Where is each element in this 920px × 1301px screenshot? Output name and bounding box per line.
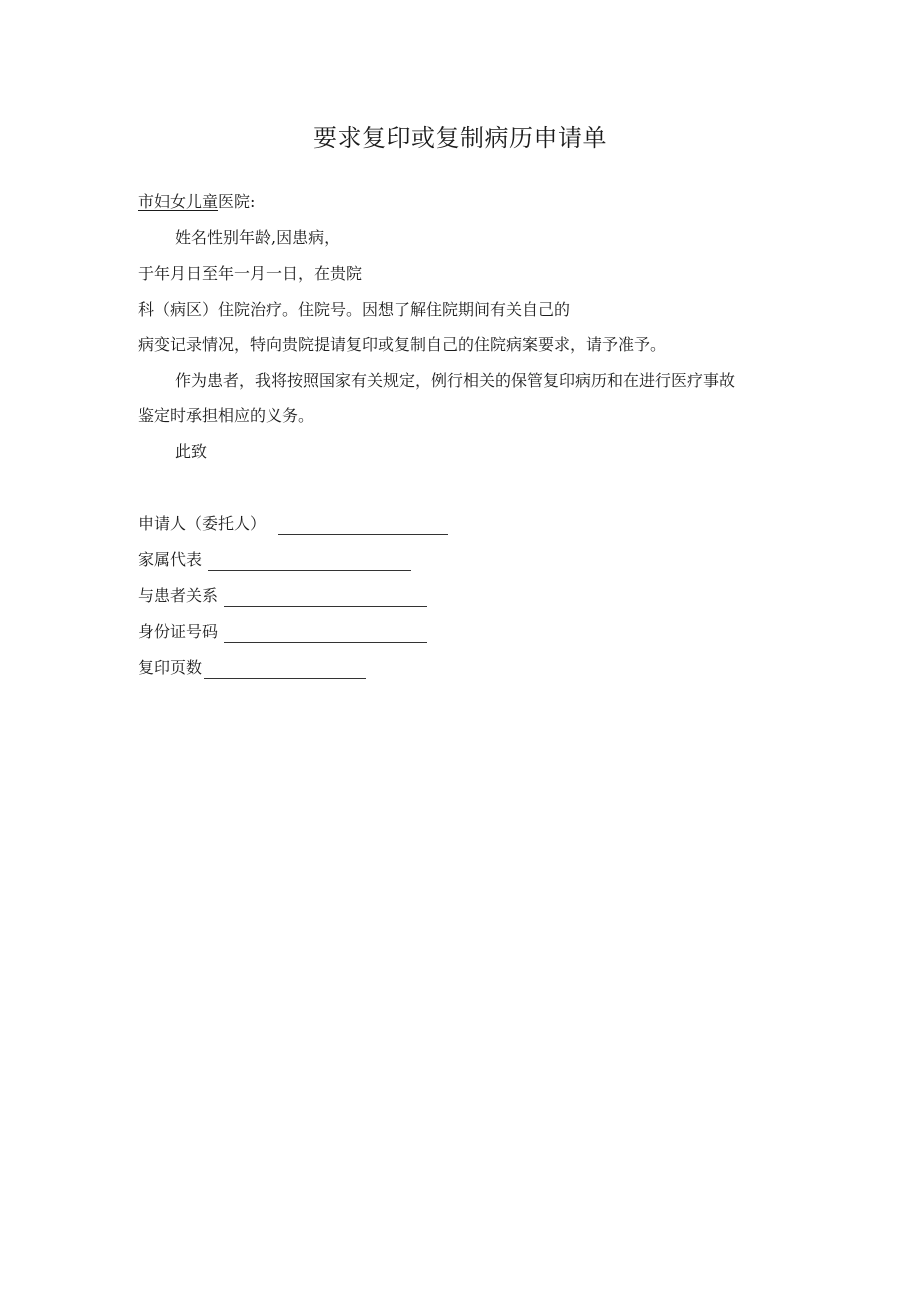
body-line-obligation: 作为患者，我将按照国家有关规定，例行相关的保管复印病历和在进行医疗事故 [175,371,736,390]
family-representative-label: 家属代表 [138,550,203,569]
family-representative-field [138,549,411,571]
id-number-field [138,621,427,643]
family-representative-blank[interactable] [208,554,411,571]
page-count-label: 复印页数 [138,658,203,677]
relationship-blank[interactable] [224,590,427,607]
applicant-blank[interactable] [278,518,448,535]
id-number-blank[interactable] [224,626,427,643]
salutation-suffix: 医院: [218,192,256,211]
salutation [138,191,255,213]
body-line-dates: 于年月日至年一月一日，在贵院 [138,264,363,283]
relationship-field [138,585,427,607]
hospital-name: 市妇女儿童 [138,192,219,211]
relationship-label: 与患者关系 [138,586,219,605]
body-line-request: 病变记录情况，特向贵院提请复印或复制自己的住院病案要求，请予准予。 [138,335,667,354]
applicant-label: 申请人（委托人） [138,514,267,533]
closing-phrase: 此致 [175,442,208,461]
body-line-department: 科（病区）住院治疗。住院号。因想了解住院期间有关自己的 [138,300,571,319]
page-count-field [138,657,366,679]
id-number-label: 身份证号码 [138,622,219,641]
applicant-field [138,513,448,535]
page-count-blank[interactable] [204,662,366,679]
body-line-patient-info: 姓名性别年龄,因患病， [175,228,341,247]
body-line-obligation-cont: 鉴定时承担相应的义务。 [138,406,315,425]
document-title: 要求复印或复制病历申请单 [313,124,607,152]
